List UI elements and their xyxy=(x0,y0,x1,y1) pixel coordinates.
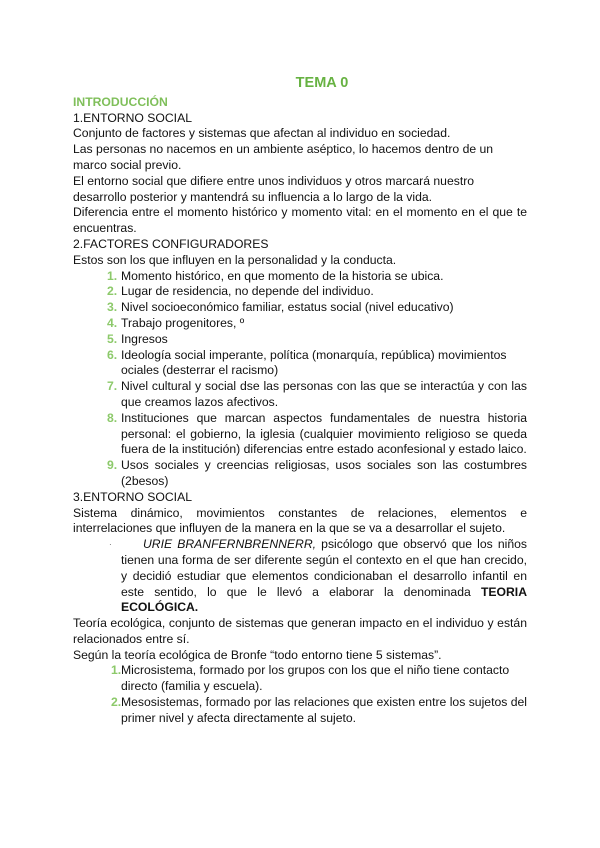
list-number: 2. xyxy=(107,284,118,299)
urie-text: psicólogo que observó que los niños tienen una forma de ser diferente según el contexto en el que han crecido, y decidió estudiar que elementos condicionaban el desarrollo infantil en este sentido, lo que le llevó a elaborar la denominada xyxy=(121,537,527,599)
list-item xyxy=(73,379,527,411)
section1-paragraph-3: El entorno social que difiere entre unos individuos y otros marcará nuestro desarrollo posterior y mantendrá su influencia a lo largo de la vida. xyxy=(73,173,475,204)
list-item xyxy=(73,458,527,490)
list-item-text: Lugar de residencia, no depende del individuo. xyxy=(121,284,374,299)
list-item xyxy=(73,284,527,300)
section2-intro: Estos son los que influyen en la personalidad y la conducta. xyxy=(73,252,397,267)
list-item-text: Ingresos xyxy=(121,331,168,346)
document-body xyxy=(73,76,527,727)
section1-paragraph-1: Conjunto de factores y sistemas que afectan al individuo en sociedad. xyxy=(73,126,451,141)
ecological-theory-paragraph: Teoría ecológica, conjunto de sistemas que generan impacto en el individuo y están relacionados entre sí. xyxy=(73,616,527,646)
urie-bold-term: TEORIA ECOLÓGICA. xyxy=(121,584,527,615)
list-item xyxy=(73,316,527,332)
bronfe-paragraph: Según la teoría ecológica de Bronfe “todo entorno tiene 5 sistemas”. xyxy=(73,647,442,662)
section2-heading: 2.FACTORES CONFIGURADORES xyxy=(73,236,269,251)
list-item xyxy=(73,300,527,316)
list-item xyxy=(73,348,527,380)
section1-paragraph-2: Las personas no nacemos en un ambiente aséptico, lo hacemos dentro de un marco social previo. xyxy=(73,142,494,172)
list-item-text: Nivel cultural y social dse las personas con las que se interactúa y con las que creamos lazos afectivos. xyxy=(121,379,527,409)
list-number: 9. xyxy=(107,458,118,473)
list-item-text: Mesosistemas, formado por las relaciones que existen entre los sujetos del primer nivel y afecta directamente al sujeto. xyxy=(121,695,527,725)
list-item xyxy=(73,269,527,285)
list-item xyxy=(73,695,527,727)
section3-paragraph: Sistema dinámico, movimientos constantes de relaciones, elementos e interrelaciones que influyen de la manera en la que se va a desarrollar el sujeto. xyxy=(73,505,527,536)
list-number: 5. xyxy=(107,331,118,346)
section1-heading: 1.ENTORNO SOCIAL xyxy=(73,110,192,125)
list-number: 4. xyxy=(107,315,118,330)
intro-label: INTRODUCCIÓN xyxy=(73,94,168,109)
urie-paragraph xyxy=(73,537,527,616)
list-item-text: Microsistema, formado por los grupos con los que el niño tiene contacto directo (familia y escuela). xyxy=(121,663,510,694)
list-item-text: Usos sociales y creencias religiosas, usos sociales son las costumbres (2besos) xyxy=(121,458,527,488)
systems-list xyxy=(73,663,527,726)
list-number: 1. xyxy=(107,268,118,283)
list-number: 2. xyxy=(111,695,122,710)
list-item xyxy=(73,332,527,348)
list-item-text: Instituciones que marcan aspectos fundamentales de nuestra historia personal: el gobierno, la iglesia (cualquier movimiento religioso se queda fuera de la institución) diferencias entre estado aconfesional y estado laico. xyxy=(121,410,527,457)
list-item xyxy=(73,411,527,458)
list-item-text: Momento histórico, en que momento de la historia se ubica. xyxy=(121,268,444,283)
list-number: 3. xyxy=(107,300,118,315)
list-item-text: Trabajo progenitores, º xyxy=(121,315,245,330)
list-number: 8. xyxy=(107,410,118,425)
section3-heading: 3.ENTORNO SOCIAL xyxy=(73,489,192,504)
factors-list xyxy=(73,269,527,490)
list-item xyxy=(73,663,527,695)
list-item-text: Ideología social imperante, política (monarquía, república) movimientos ociales (desterrar el racismo) xyxy=(121,347,507,378)
list-number: 1. xyxy=(111,663,122,678)
list-number: 7. xyxy=(107,379,118,394)
section1-paragraph-4: Diferencia entre el momento histórico y momento vital: en el momento en el que te encuentras. xyxy=(73,205,527,236)
list-item-text: Nivel socioeconómico familiar, estatus social (nivel educativo) xyxy=(121,300,454,315)
document-title: TEMA 0 xyxy=(295,75,349,91)
bullet-marker: · xyxy=(109,540,112,550)
list-number: 6. xyxy=(107,347,118,362)
urie-name: URIE BRANFERNBRENNERR, xyxy=(143,537,317,552)
